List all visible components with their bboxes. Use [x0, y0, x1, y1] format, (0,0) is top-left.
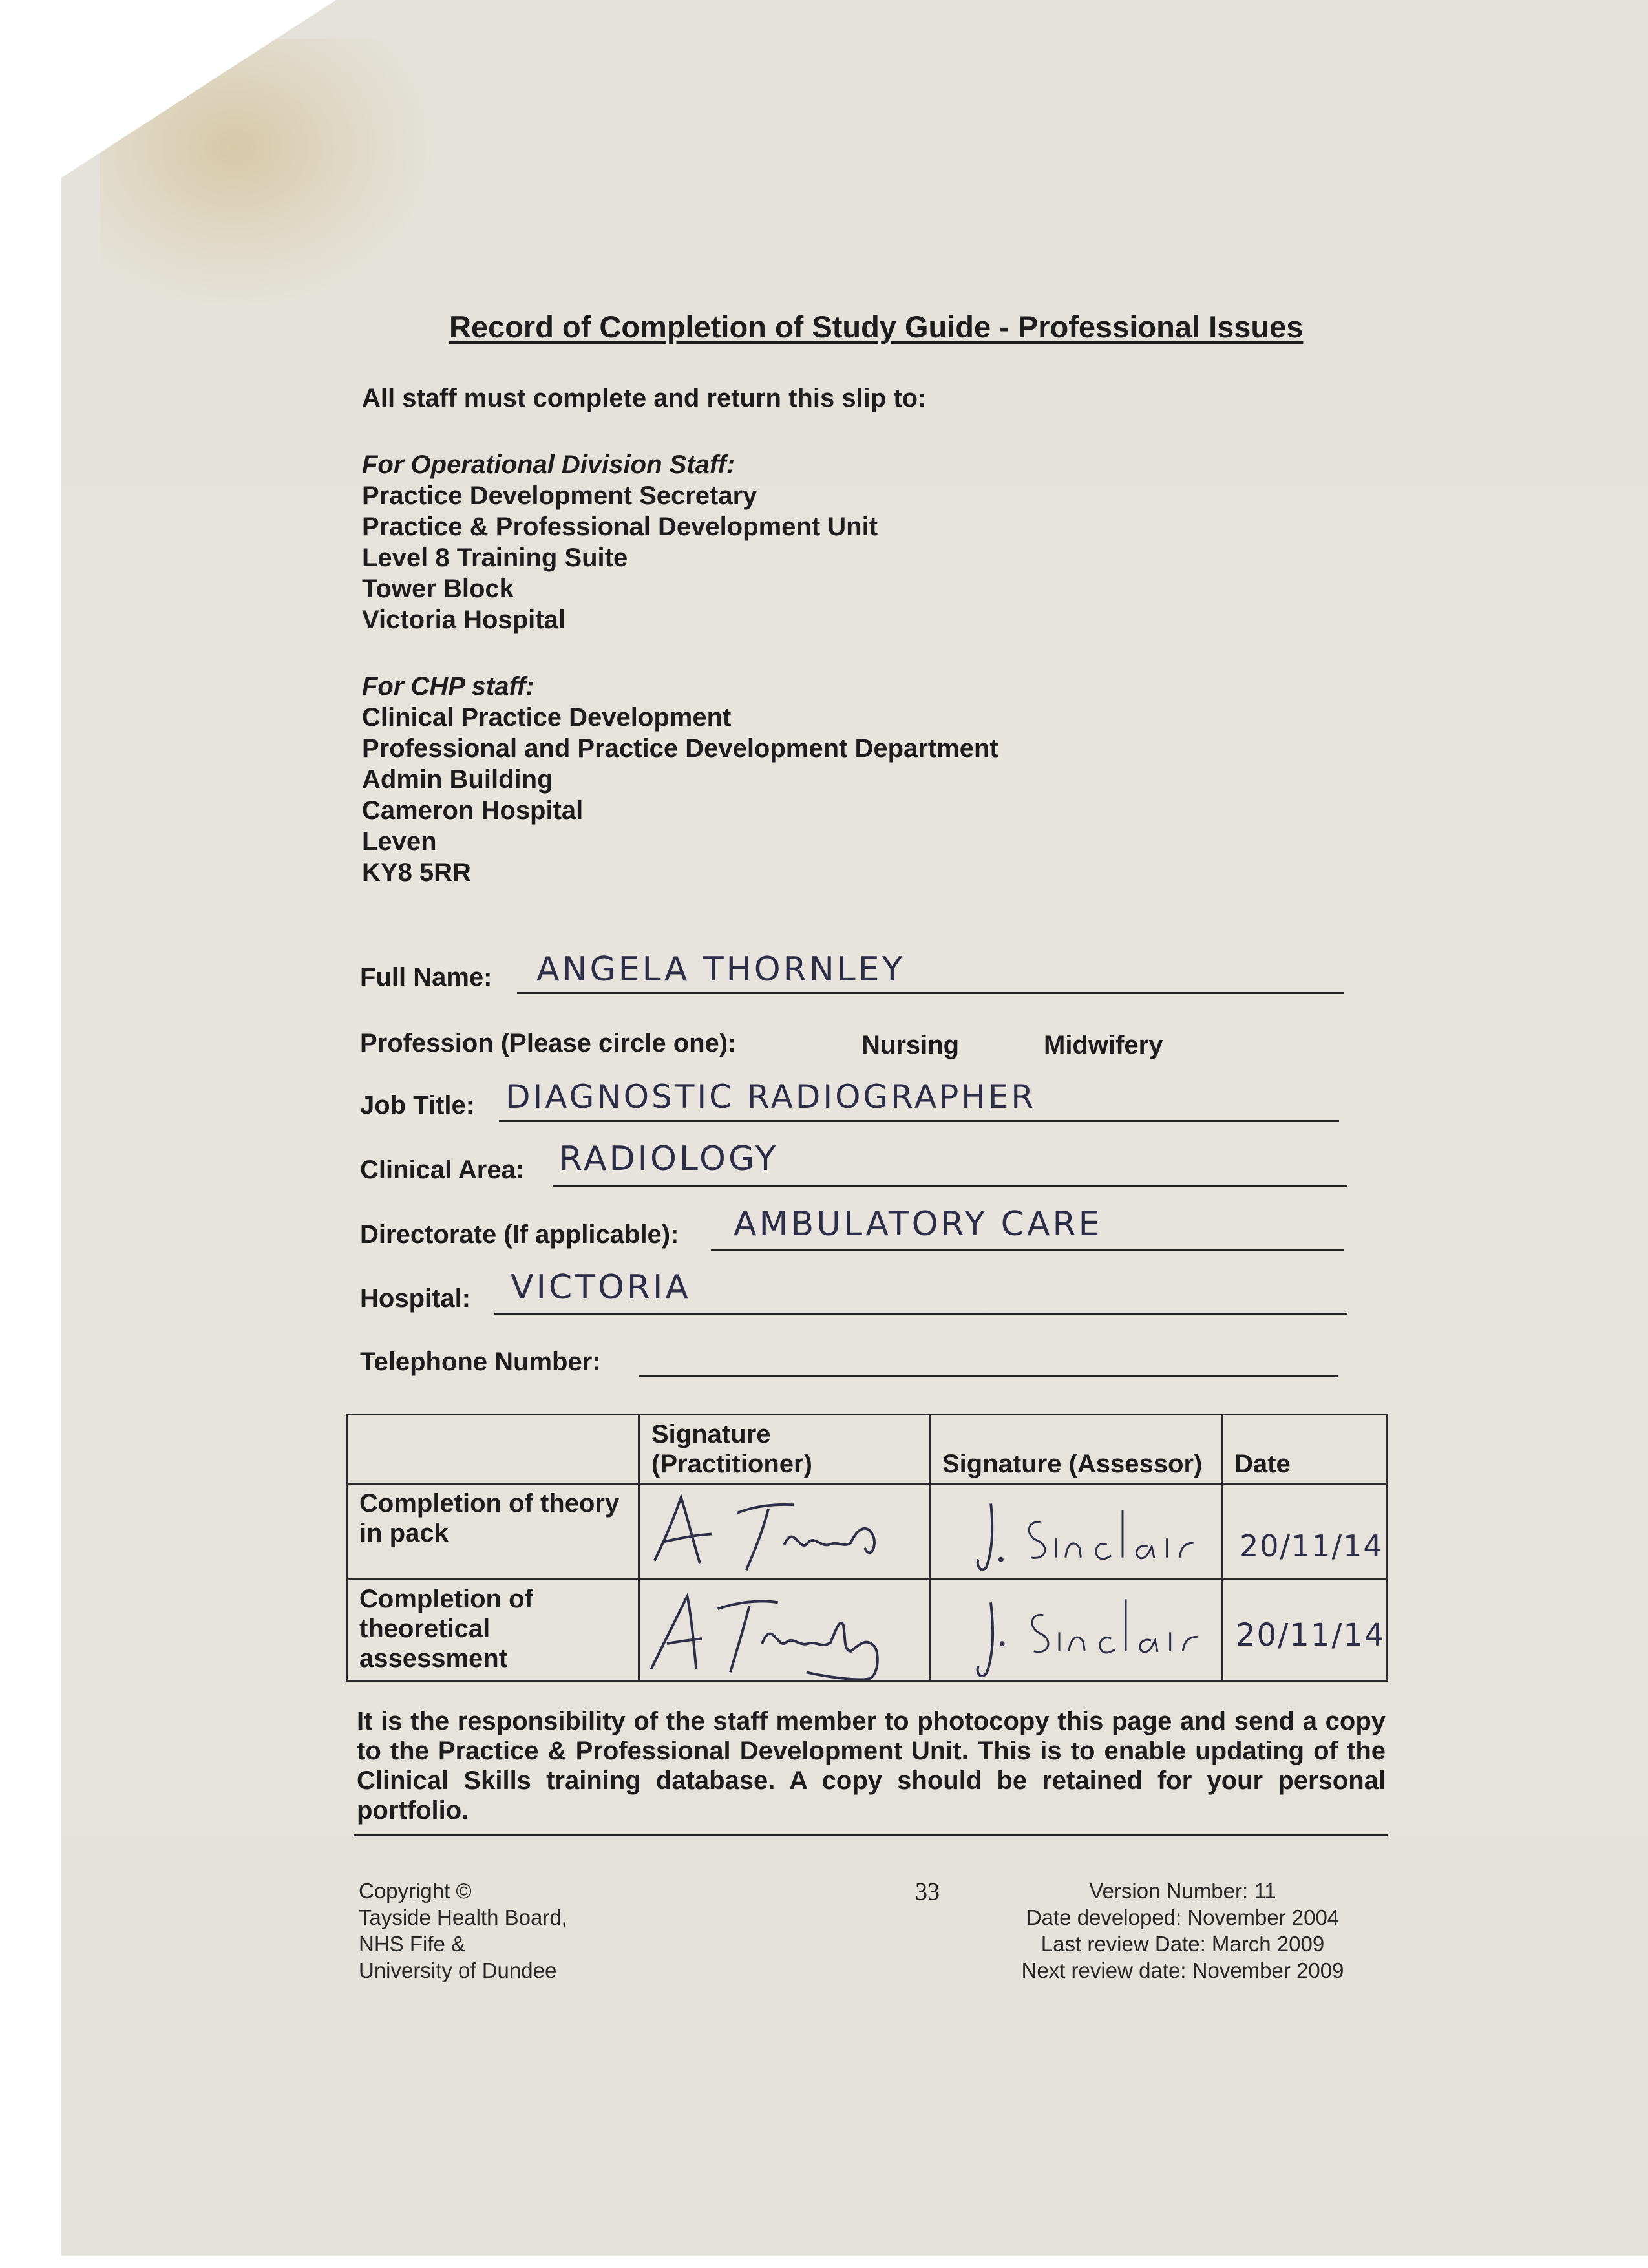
copyright-line: NHS Fife &: [359, 1932, 466, 1956]
copyright-line: University of Dundee: [359, 1958, 557, 1982]
address-line: Cameron Hospital: [362, 796, 584, 825]
practitioner-signature-image: [640, 1580, 929, 1680]
full-name-value[interactable]: ANGELA THORNLEY: [536, 950, 905, 989]
date-value: 20/11/14: [1240, 1529, 1384, 1563]
date-cell[interactable]: [1222, 1580, 1388, 1681]
assessor-signature-image: [931, 1580, 1221, 1680]
operational-address: [362, 449, 878, 635]
profession-label: Profession (Please circle one):: [360, 1029, 737, 1057]
address-line: Level 8 Training Suite: [362, 544, 628, 572]
directorate-label: Directorate (If applicable):: [360, 1220, 679, 1249]
address-line: Victoria Hospital: [362, 606, 565, 634]
clinical-area-label: Clinical Area:: [360, 1156, 525, 1184]
directorate-underline: [711, 1249, 1344, 1251]
address-line: Tower Block: [362, 575, 514, 603]
version-line: Date developed: November 2004: [1026, 1905, 1340, 1929]
assessor-signature-cell[interactable]: [930, 1580, 1222, 1681]
assessor-signature-cell[interactable]: [930, 1484, 1222, 1580]
telephone-label: Telephone Number:: [360, 1348, 601, 1376]
hospital-label: Hospital:: [360, 1284, 471, 1313]
address-line: Professional and Practice Development Department: [362, 734, 998, 763]
operational-heading: For Operational Division Staff:: [362, 450, 735, 479]
table-row: [347, 1484, 1388, 1580]
header-blank: [347, 1415, 639, 1484]
version-line: Next review date: November 2009: [1021, 1958, 1344, 1982]
table-row: [347, 1580, 1388, 1681]
page-number: 33: [915, 1878, 940, 1905]
form-title: Record of Completion of Study Guide - Professional Issues: [449, 310, 1304, 344]
header-date: Date: [1222, 1415, 1388, 1484]
header-assessor: Signature (Assessor): [930, 1415, 1222, 1484]
profession-option-midwifery[interactable]: Midwifery: [1044, 1031, 1163, 1059]
version-block: [989, 1878, 1377, 1984]
full-name-label: Full Name:: [360, 963, 492, 991]
address-line: Practice Development Secretary: [362, 482, 757, 510]
practitioner-signature-cell[interactable]: [639, 1580, 930, 1681]
responsibility-underline: [354, 1834, 1388, 1836]
job-title-label: Job Title:: [360, 1091, 475, 1119]
intro-text: All staff must complete and return this slip to:: [362, 384, 927, 412]
coffee-stain: [100, 39, 436, 310]
profession-option-nursing[interactable]: Nursing: [861, 1031, 960, 1059]
header-practitioner: Signature (Practitioner): [639, 1415, 930, 1484]
practitioner-signature-image: [640, 1485, 929, 1578]
responsibility-text: It is the responsibility of the staff member to photocopy this page and send a copy to the Practice & Professional Development Unit. This is to enable updating of the Clinical Skills training database. A copy should be retained for your personal portfolio.: [357, 1707, 1386, 1825]
date-cell[interactable]: [1222, 1484, 1388, 1580]
version-line: Version Number: 11: [1089, 1879, 1276, 1903]
copyright-line: Copyright ©: [359, 1879, 472, 1903]
hospital-underline: [494, 1313, 1347, 1315]
row-label: Completion of theory in pack: [347, 1484, 639, 1580]
job-title-underline: [499, 1120, 1339, 1122]
practitioner-signature-cell[interactable]: [639, 1484, 930, 1580]
table-header-row: [347, 1415, 1388, 1484]
full-name-underline: [517, 992, 1344, 994]
job-title-value[interactable]: DIAGNOSTIC RADIOGRAPHER: [505, 1078, 1037, 1116]
address-line: Leven: [362, 827, 437, 856]
clinical-area-value[interactable]: RADIOLOGY: [559, 1139, 779, 1178]
address-line: Practice & Professional Development Unit: [362, 513, 878, 541]
telephone-underline: [639, 1375, 1338, 1377]
chp-heading: For CHP staff:: [362, 672, 534, 701]
address-line: KY8 5RR: [362, 858, 471, 887]
address-line: Admin Building: [362, 765, 553, 794]
directorate-value[interactable]: AMBULATORY CARE: [734, 1205, 1103, 1244]
date-value: 20/11/14: [1236, 1617, 1386, 1653]
hospital-value[interactable]: VICTORIA: [511, 1268, 691, 1307]
address-line: Clinical Practice Development: [362, 703, 732, 732]
version-line: Last review Date: March 2009: [1041, 1932, 1325, 1956]
chp-address: [362, 671, 998, 888]
copyright-line: Tayside Health Board,: [359, 1905, 567, 1929]
completion-table: [346, 1414, 1388, 1682]
row-label: Completion of theoretical assessment: [347, 1580, 639, 1681]
copyright-block: [359, 1878, 567, 1984]
assessor-signature-image: [931, 1485, 1221, 1578]
clinical-area-underline: [553, 1185, 1347, 1187]
